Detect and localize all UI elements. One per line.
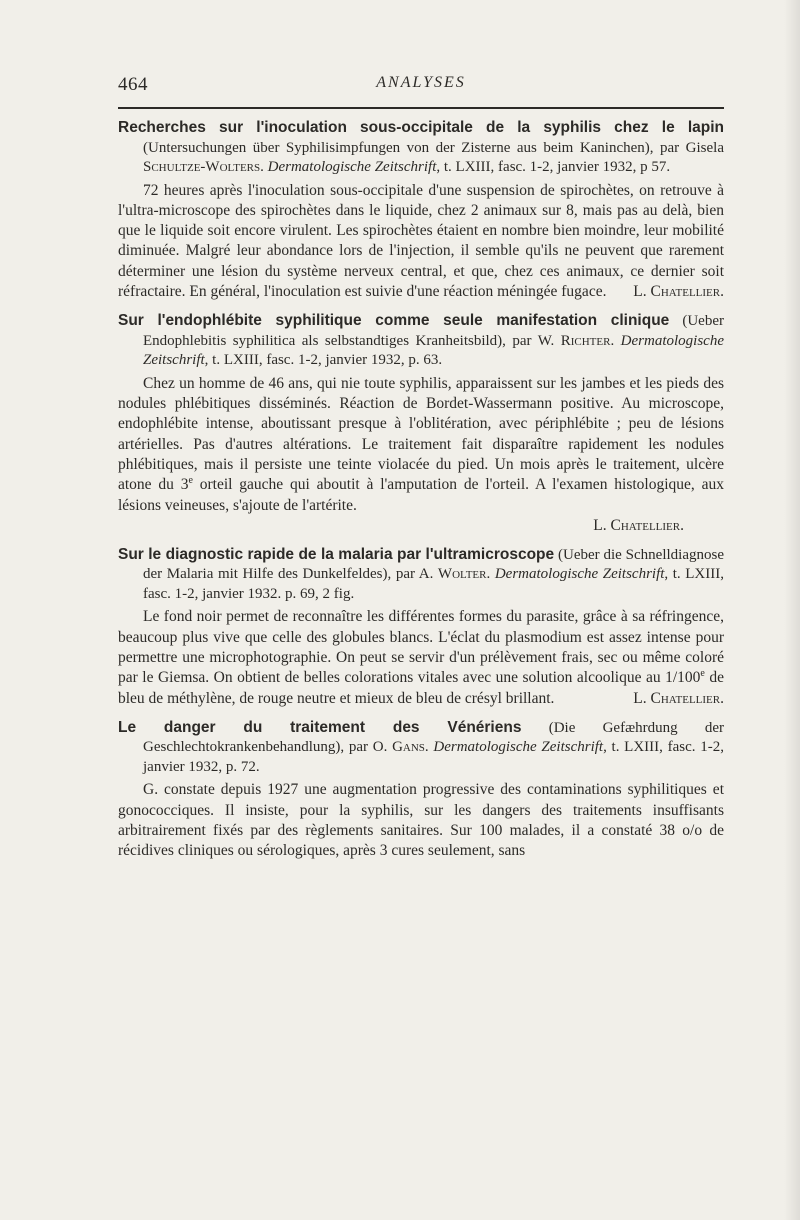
- citation-details: , t. LXIII, fasc. 1-2, janvier 1932, p 57.: [436, 159, 671, 175]
- review-citation: [118, 118, 724, 178]
- page-edge-shadow: [784, 0, 800, 1220]
- review-traitement-veneriens: [118, 718, 724, 862]
- review-signature: L. Chatellier.: [633, 282, 724, 300]
- review-malaria: [118, 545, 724, 709]
- review-body: [118, 181, 724, 303]
- header-rule: [118, 107, 724, 109]
- ordinal-superscript: e: [188, 475, 193, 487]
- review-body: [118, 374, 724, 516]
- citation-author: Gans: [392, 739, 425, 756]
- citation-author: Schultze-Wolters: [143, 159, 261, 175]
- citation-original-title: (Die Gefæhrdung der Geschlechtokrankenbehandlung), par O.: [143, 719, 724, 756]
- review-citation: [118, 311, 724, 371]
- citation-author: Richter: [560, 332, 611, 349]
- citation-separator: .: [260, 159, 268, 175]
- citation-details: , t. LXIII, fasc. 1-2, janvier 1932. p. 69, 2 fig.: [143, 566, 724, 602]
- review-signature: L. Chatellier.: [633, 689, 724, 707]
- review-body-text: Le fond noir permet de reconnaître les différentes formes du parasite, grâce à sa réfringence, beaucoup plus vive que celle des globules blancs. L'éclat du plasmodium est assez intense pour permettre une microphotographie. On peut se servir d'un prélèvement frais, sec ou même coloré par le Giemsa. On obtient de belles colorations vitales avec une solution alcoolique au 1/100: [118, 608, 724, 687]
- citation-author-suffix: .: [486, 566, 491, 583]
- page-number: 464: [118, 74, 148, 95]
- running-head: ANALYSES: [376, 74, 466, 91]
- review-body-text: Chez un homme de 46 ans, qui nie toute syphilis, apparaissent sur les jambes et les pieds des nodules phlébitiques disséminés. Réaction de Bordet-Wassermann positive. Au microscope, endophlébite intense, aboutissant presque à l'oblitération, avec périphlébite ; peu de lésions artérielles. Pas d'autres altérations. Le traitement fait disparaître rapidement les nodules phlébitiques, mais il persiste une teinte violacée du pied. Un mois après le traitement, ulcère atone du 3: [118, 374, 724, 494]
- citation-journal: Dermatologische Zeitschrift: [143, 332, 724, 369]
- review-body: [118, 607, 724, 708]
- review-citation: [118, 545, 724, 605]
- citation-original-title: (Untersuchungen über Syphilisimpfungen von der Zisterne aus beim Kaninchen), par Gisela: [143, 139, 724, 156]
- citation-journal: Dermatologische Zeitschrift: [267, 159, 437, 175]
- review-citation: [118, 718, 724, 778]
- citation-journal: Dermatologische Zeitschrift: [494, 566, 665, 583]
- review-title: Recherches sur l'inoculation sous-occipitale de la syphilis chez le lapin: [118, 119, 724, 136]
- review-body-text-cont: de bleu de méthylène, de rouge neutre et mieux de bleu de crésyl brillant.: [118, 669, 724, 707]
- citation-original-title: (Ueber die Schnelldiagnose der Malaria mit Hilfe des Dunkelfeldes), par A.: [143, 546, 724, 583]
- page-content: [118, 118, 724, 871]
- citation-author-suffix: .: [610, 332, 615, 349]
- review-body-text-cont: orteil gauche qui aboutit à l'amputation de l'orteil. A l'examen histologique, aux lésions veineuses, s'ajoute de l'artérite.: [118, 476, 724, 514]
- review-title: Sur l'endophlébite syphilitique comme seule manifestation clinique: [118, 312, 670, 330]
- review-body: G. constate depuis 1927 une augmentation progressive des contaminations syphilitiques et gonococciques. Il insiste, pour la syphilis, sur les dangers des traitements insuffisants arbitrairement fixés par des règlements sanitaires. Sur 100 malades, il a constaté 38 o/o de récidives cliniques ou sérologiques, après 3 cures seulement, sans: [118, 781, 724, 860]
- ordinal-superscript: e: [700, 668, 705, 680]
- review-title: Sur le diagnostic rapide de la malaria par l'ultramicroscope: [118, 545, 555, 563]
- review-endophlebite: [118, 311, 724, 536]
- review-body-text: 72 heures après l'inoculation sous-occipitale d'une suspension de spirochètes, on retrouve à l'ultra-microscope des spirochètes dans le liquide, chez 2 animaux sur 8, mais pas au delà, bien que le liquide soit encore virulent. Les spirochètes étaient en nombre bien moindre, leur mobilité diminuée. Malgré leur abondance lors de l'injection, il semble qu'ils ne peuvent que rarement déterminer une lésion du système nerveux central, et que, chez ces animaux, ce dernier soit réfractaire. En général, l'inoculation est suivie d'une réaction méningée fugace.: [118, 181, 724, 300]
- page-header: [118, 74, 724, 104]
- citation-original-title: (Ueber Endophlebitis syphilitica als selbstandtiges Kranheitsbild), par W.: [143, 313, 724, 349]
- citation-author: Wolter: [437, 566, 487, 583]
- signature-text: L. Chatellier.: [593, 516, 684, 534]
- review-title: Le danger du traitement des Vénériens: [118, 718, 522, 736]
- citation-details: , t. LXIII, fasc. 1-2, janvier 1932, p. 63.: [204, 352, 443, 369]
- citation-details: , t. LXIII, fasc. 1-2, janvier 1932, p. 72.: [143, 739, 724, 775]
- citation-author-suffix: .: [424, 739, 429, 756]
- citation-journal: Dermatologische Zeitschrift: [433, 739, 604, 756]
- review-inoculation: [118, 118, 724, 302]
- review-signature: [118, 516, 724, 536]
